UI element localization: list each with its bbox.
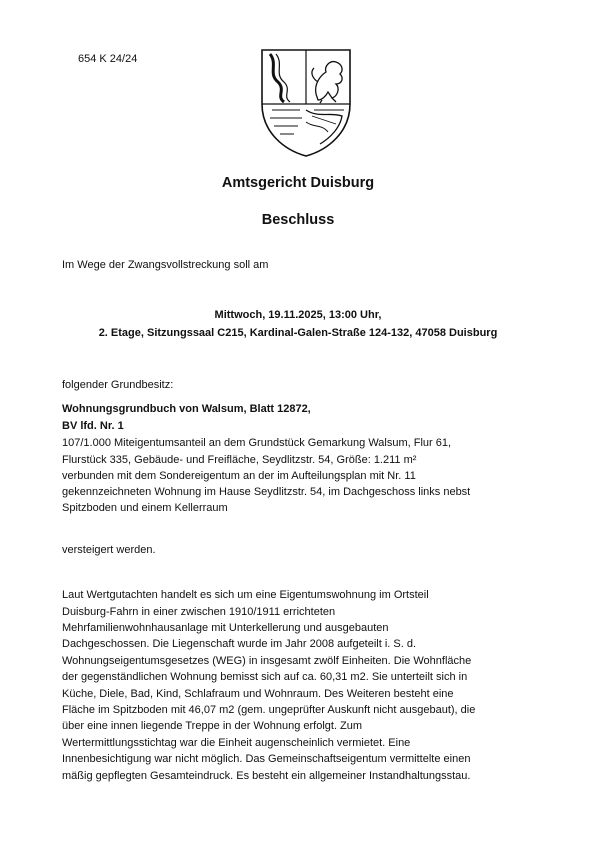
court-name: Amtsgericht Duisburg [221, 175, 375, 191]
auction-date: Mittwoch, 19.11.2025, 13:00 Uhr, [214, 309, 382, 321]
appraisal-line: über eine innen liegende Treppe in der Wohnung erfolgt. Zum [62, 720, 363, 732]
property-line: Spitzboden und einem Kellerraum [62, 502, 228, 514]
appraisal-line: Wertermittlungsstichtag war die Einheit augenscheinlich vermietet. Eine [62, 737, 411, 749]
intro-text: Im Wege der Zwangsvollstreckung soll am [62, 259, 269, 271]
property-intro: folgender Grundbesitz: [62, 379, 174, 391]
coat-of-arms-icon [256, 46, 356, 158]
appraisal-line: Küche, Diele, Bad, Kind, Schlafraum und Wohnraum. Des Weiteren besteht eine [62, 688, 454, 700]
auction-phrase: versteigert werden. [62, 544, 156, 556]
property-line: 107/1.000 Miteigentumsanteil an dem Grundstück Gemarkung Walsum, Flur 61, [62, 437, 452, 449]
property-line: Flurstück 335, Gebäude- und Freifläche, Seydlitzstr. 54, Größe: 1.211 m² [62, 454, 417, 466]
property-line: verbunden mit dem Sondereigentum an der im Aufteilungsplan mit Nr. 11 [62, 470, 416, 482]
file-number: 654 K 24/24 [78, 53, 138, 65]
appraisal-line: mäßig gepflegten Gesamteindruck. Es besteht ein allgemeiner Instandhaltungsstau. [62, 770, 471, 782]
register-item: BV lfd. Nr. 1 [62, 420, 124, 432]
appraisal-line: Laut Wertgutachten handelt es sich um eine Eigentumswohnung im Ortsteil [62, 589, 429, 601]
property-line: gekennzeichneten Wohnung im Hause Seydlitzstr. 54, im Dachgeschoss links nebst [62, 486, 471, 498]
appraisal-line: Mehrfamilienwohnhausanlage mit Unterkellerung und ausgebauten [62, 622, 389, 634]
appraisal-line: Duisburg-Fahrn in einer zwischen 1910/1911 errichteten [62, 606, 336, 618]
appraisal-line: Innenbesichtigung war nicht möglich. Das Gemeinschaftseigentum vermittelte einen [62, 753, 471, 765]
document-type: Beschluss [261, 212, 335, 228]
appraisal-line: der gegenständlichen Wohnung bemisst sich auf ca. 60,31 m2. Sie unterteilt sich in [62, 671, 468, 683]
auction-location: 2. Etage, Sitzungssaal C215, Kardinal-Galen-Straße 124-132, 47058 Duisburg [98, 327, 498, 339]
appraisal-line: Dachgeschossen. Die Liegenschaft wurde im Jahr 2008 aufgeteilt i. S. d. [62, 638, 417, 650]
appraisal-line: Wohnungseigentumsgesetzes (WEG) in insgesamt zwölf Einheiten. Die Wohnfläche [62, 655, 472, 667]
register-title: Wohnungsgrundbuch von Walsum, Blatt 12872, [62, 403, 311, 415]
appraisal-line: Fläche im Spitzboden mit 46,07 m2 (gem. ungeprüfter Auskunft nicht ausgebaut), die [62, 704, 476, 716]
